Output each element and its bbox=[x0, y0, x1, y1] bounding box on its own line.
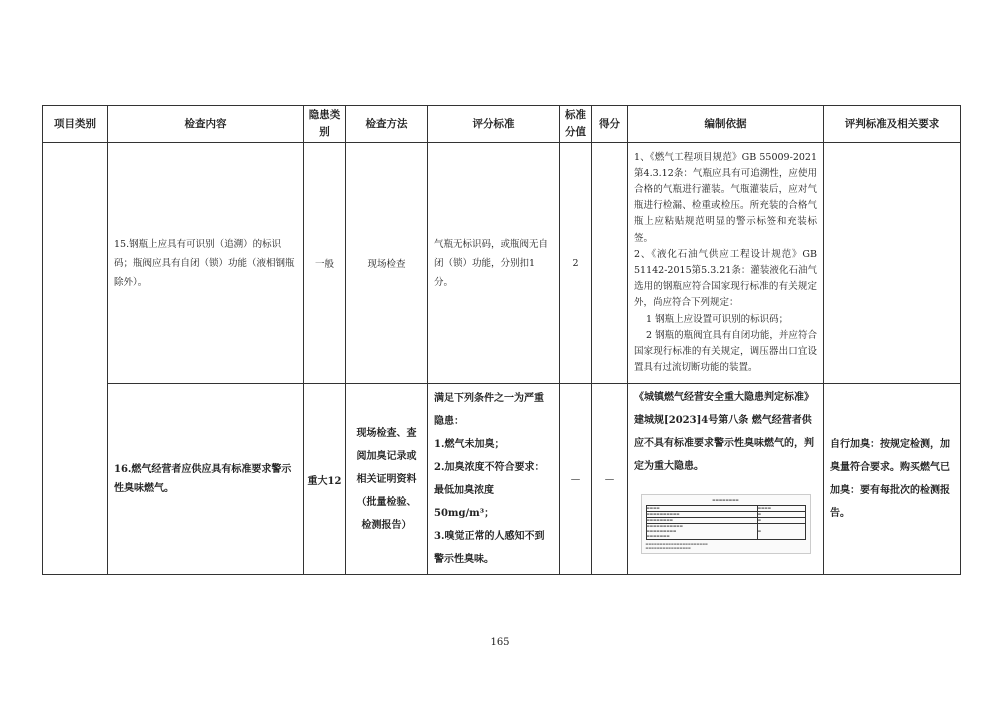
score-text: — bbox=[604, 473, 615, 485]
method-cell bbox=[346, 384, 428, 575]
method-cell bbox=[346, 143, 428, 384]
requirements-cell bbox=[824, 384, 961, 575]
points-cell bbox=[560, 143, 592, 384]
content-cell bbox=[108, 143, 304, 384]
basis-paragraph: 2 钢瓶的瓶阀宜具有自闭功能，并应符合国家现行标准的有关规定，调压器出口宜设置具有过流切断功能的装置。 bbox=[634, 329, 817, 374]
basis-paragraph: 1、《燃气工程项目规范》GB 55009-2021第4.3.12条：气瓶应具有可追溯性，应使用合格的气瓶进行灌装。气瓶灌装后，应对气瓶进行检漏、检重或检压。所充装的合格气瓶上应粘贴规范明显的警示标签和充装标签。 bbox=[634, 151, 817, 244]
requirements-text: 自行加臭：按规定检测，加臭量符合要求。购买燃气已加臭：要有每批次的检测报告。 bbox=[830, 439, 950, 519]
points-text: 2 bbox=[572, 257, 579, 269]
content-text: 16.燃气经营者应供应具有标准要求警示性臭味燃气。 bbox=[114, 464, 292, 494]
scoring-line: 2.加臭浓度不符合要求：最低加臭浓度50mg/m³； bbox=[434, 462, 545, 519]
content-cell bbox=[108, 384, 304, 575]
header-basis: 编制依据 bbox=[628, 106, 824, 143]
requirements-cell bbox=[824, 143, 961, 384]
basis-text bbox=[628, 148, 823, 379]
points-cell bbox=[560, 384, 592, 575]
scoring-line: 1.燃气未加臭； bbox=[434, 439, 505, 450]
reference-table-image: ▬▬▬▬▬▬▬▬ ▬▬▬▬ ▬▬▬▬ ▬▬▬▬▬▬▬▬▬▬ ▬ ▬▬▬▬▬▬▬▬ ▬ ▬▬▬▬▬▬▬▬▬▬▬ ▬▬▬▬▬▬▬▬▬ ▬▬▬▬▬▬▬ ▬ ▬▬▬▬▬▬▬▬▬▬▬▬▬▬▬▬▬▬▬▬▬▬ ▬▬▬▬▬▬▬▬▬▬▬▬▬▬▬▬ bbox=[641, 494, 811, 554]
header-hazard: 隐患类别 bbox=[304, 106, 346, 143]
scoring-line: 满足下列条件之一为严重隐患： bbox=[434, 393, 544, 427]
basis-paragraph: 1 钢瓶上应设置可识别的标识码； bbox=[646, 313, 789, 325]
scoring-text: 气瓶无标识码，或瓶阀无自闭（锁）功能，分别扣1分。 bbox=[434, 238, 549, 288]
points-text: — bbox=[570, 473, 581, 485]
basis-cell bbox=[628, 384, 824, 575]
header-method: 检查方法 bbox=[346, 106, 428, 143]
method-text: 现场检查 bbox=[367, 259, 406, 270]
hazard-text: 一般 bbox=[314, 259, 334, 270]
header-row bbox=[43, 106, 961, 143]
score-cell bbox=[592, 143, 628, 384]
hazard-cell bbox=[304, 384, 346, 575]
scoring-line: 3.嗅觉正常的人感知不到警示性臭味。 bbox=[434, 531, 545, 565]
scoring-cell bbox=[428, 384, 560, 575]
score-cell bbox=[592, 384, 628, 575]
basis-cell bbox=[628, 143, 824, 384]
basis-paragraph: 2、《液化石油气供应工程设计规范》GB 51142-2015第5.3.21条：灌装液化石油气选用的钢瓶应符合国家现行标准的有关规定外，尚应符合下列规定： bbox=[634, 248, 817, 309]
table-row bbox=[43, 384, 961, 575]
category-cell bbox=[43, 143, 108, 575]
method-text: 现场检查、查阅加臭记录或相关证明资料（批量检验、检测报告） bbox=[356, 427, 417, 531]
inspection-table bbox=[42, 105, 961, 575]
scoring-cell bbox=[428, 143, 560, 384]
header-score: 得分 bbox=[592, 106, 628, 143]
header-content: 检查内容 bbox=[108, 106, 304, 143]
header-requirements: 评判标准及相关要求 bbox=[824, 106, 961, 143]
header-category: 项目类别 bbox=[43, 106, 108, 143]
hazard-text: 重大12 bbox=[307, 475, 342, 487]
scoring-text bbox=[428, 384, 559, 574]
header-scoring: 评分标准 bbox=[428, 106, 560, 143]
hazard-cell bbox=[304, 143, 346, 384]
basis-text: 《城镇燃气经营安全重大隐患判定标准》建城规[2023]4号第八条 燃气经营者供应不具有标准要求警示性臭味燃气的，判定为重大隐患。 bbox=[634, 392, 814, 472]
header-points: 标准分值 bbox=[560, 106, 592, 143]
page-number: 165 bbox=[490, 637, 510, 648]
content-text: 15.钢瓶上应具有可识别（追溯）的标识码；瓶阀应具有自闭（锁）功能（液相钢瓶除外）。 bbox=[114, 238, 295, 288]
table-row bbox=[43, 143, 961, 384]
